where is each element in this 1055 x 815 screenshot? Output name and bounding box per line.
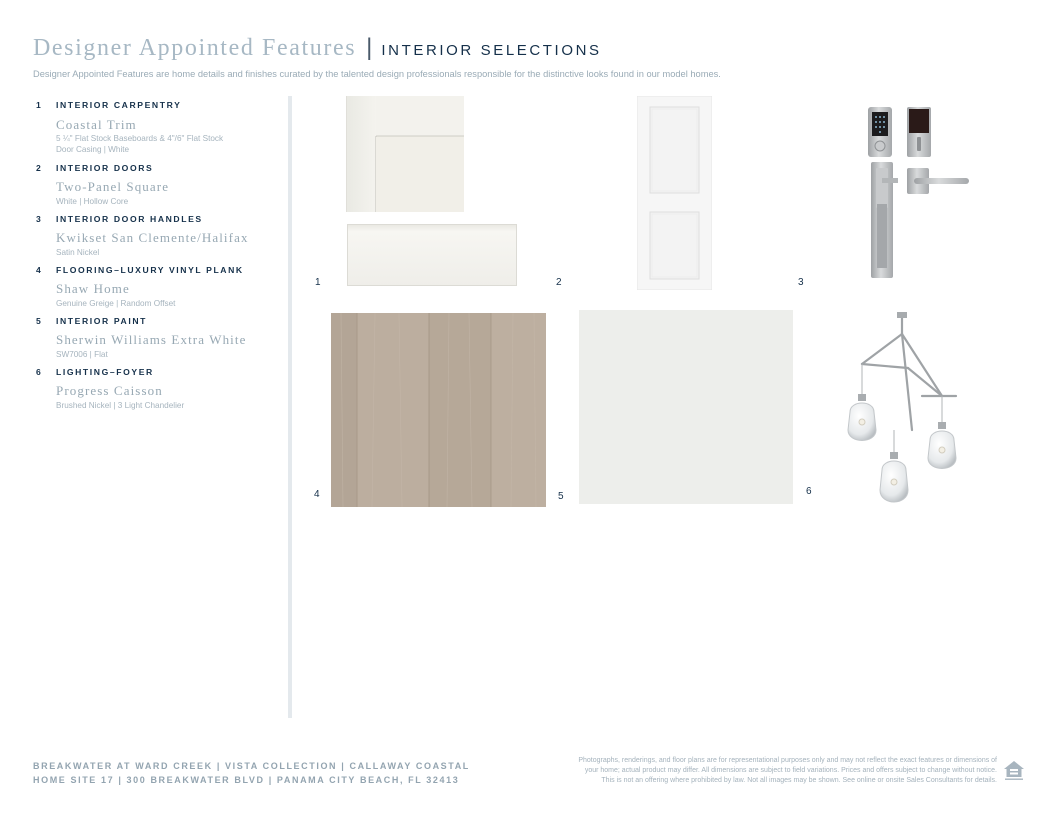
door-hardware-swatch — [866, 104, 971, 282]
page-title: Designer Appointed Features — [33, 35, 357, 61]
selection-details — [56, 349, 108, 360]
selections-list — [36, 100, 284, 418]
selection-details — [56, 298, 175, 309]
selection-details — [56, 196, 128, 207]
baseboard-swatch — [347, 224, 517, 286]
selection-category: INTERIOR DOOR HANDLES — [56, 214, 203, 224]
community-line: BREAKWATER AT WARD CREEK | VISTA COLLECTION | CALLAWAY COASTAL — [33, 761, 470, 771]
selection-number: 2 — [36, 163, 41, 173]
selection-item — [36, 265, 284, 316]
selection-number: 3 — [36, 214, 41, 224]
chandelier-swatch — [842, 312, 974, 508]
selection-product: Progress Caisson — [56, 383, 163, 398]
selection-detail-line: Brushed Nickel | 3 Light Chandelier — [56, 401, 185, 410]
selection-number: 4 — [36, 265, 41, 275]
swatch-marker: 4 — [314, 489, 320, 500]
selection-category: INTERIOR PAINT — [56, 316, 147, 326]
disclaimer-line: your home; actual product may differ. All dimensions are subject to field variations. Prices and offers subject to change without notice. — [584, 767, 997, 774]
title-row — [33, 34, 1033, 62]
selection-item — [36, 163, 284, 214]
page-subtitle: INTERIOR SELECTIONS — [381, 42, 602, 59]
paint-swatch — [579, 310, 793, 504]
swatch-marker: 3 — [798, 277, 804, 288]
selection-detail-line: White | Hollow Core — [56, 197, 129, 206]
trim-casing-swatch — [346, 96, 464, 212]
selection-number: 6 — [36, 367, 41, 377]
selection-details — [56, 247, 99, 258]
selection-details — [56, 400, 184, 411]
equal-housing-opportunity-icon — [1002, 758, 1026, 782]
selection-details — [56, 133, 223, 155]
disclaimer — [505, 756, 997, 786]
selection-category: LIGHTING–FOYER — [56, 367, 154, 377]
selection-product: Kwikset San Clemente/Halifax — [56, 230, 249, 245]
disclaimer-line: Photographs, renderings, and floor plans are for representational purposes only and may not reflect the exact features or dimensions of — [578, 757, 997, 764]
swatch-marker: 5 — [558, 491, 564, 502]
selection-item — [36, 367, 284, 418]
vertical-divider — [288, 96, 292, 718]
two-panel-door-swatch — [637, 96, 712, 290]
selection-detail-line: 5 ¼" Flat Stock Baseboards & 4"/6" Flat Stock — [56, 134, 224, 143]
selection-product: Sherwin Williams Extra White — [56, 332, 247, 347]
selection-detail-line: Door Casing | White — [56, 145, 130, 154]
title-separator: | — [366, 34, 373, 61]
selection-detail-line: SW7006 | Flat — [56, 350, 108, 359]
selection-detail-line: Satin Nickel — [56, 248, 100, 257]
selection-item — [36, 316, 284, 367]
selection-product: Two-Panel Square — [56, 179, 170, 194]
community-info — [33, 759, 470, 787]
selection-category: FLOORING–LUXURY VINYL PLANK — [56, 265, 244, 275]
selection-product: Coastal Trim — [56, 117, 137, 132]
intro-text: Designer Appointed Features are home details and finishes curated by the talented design professionals responsible for the distinctive looks found in our model homes. — [33, 69, 721, 79]
swatch-marker: 1 — [315, 277, 321, 288]
selection-item — [36, 214, 284, 265]
address-line: HOME SITE 17 | 300 BREAKWATER BLVD | PANAMA CITY BEACH, FL 32413 — [33, 775, 460, 785]
selection-item — [36, 100, 284, 163]
swatch-marker: 2 — [556, 277, 562, 288]
disclaimer-line: This is not an offering where prohibited by law. Not all images may be shown. See online or onsite Sales Consultants for details. — [601, 777, 997, 784]
vinyl-plank-swatch — [331, 313, 546, 507]
selection-number: 5 — [36, 316, 41, 326]
selection-category: INTERIOR DOORS — [56, 163, 154, 173]
selection-number: 1 — [36, 100, 41, 110]
page-header — [33, 34, 1033, 79]
selection-category: INTERIOR CARPENTRY — [56, 100, 182, 110]
selection-detail-line: Genuine Greige | Random Offset — [56, 299, 176, 308]
selection-product: Shaw Home — [56, 281, 130, 296]
swatch-marker: 6 — [806, 486, 812, 497]
